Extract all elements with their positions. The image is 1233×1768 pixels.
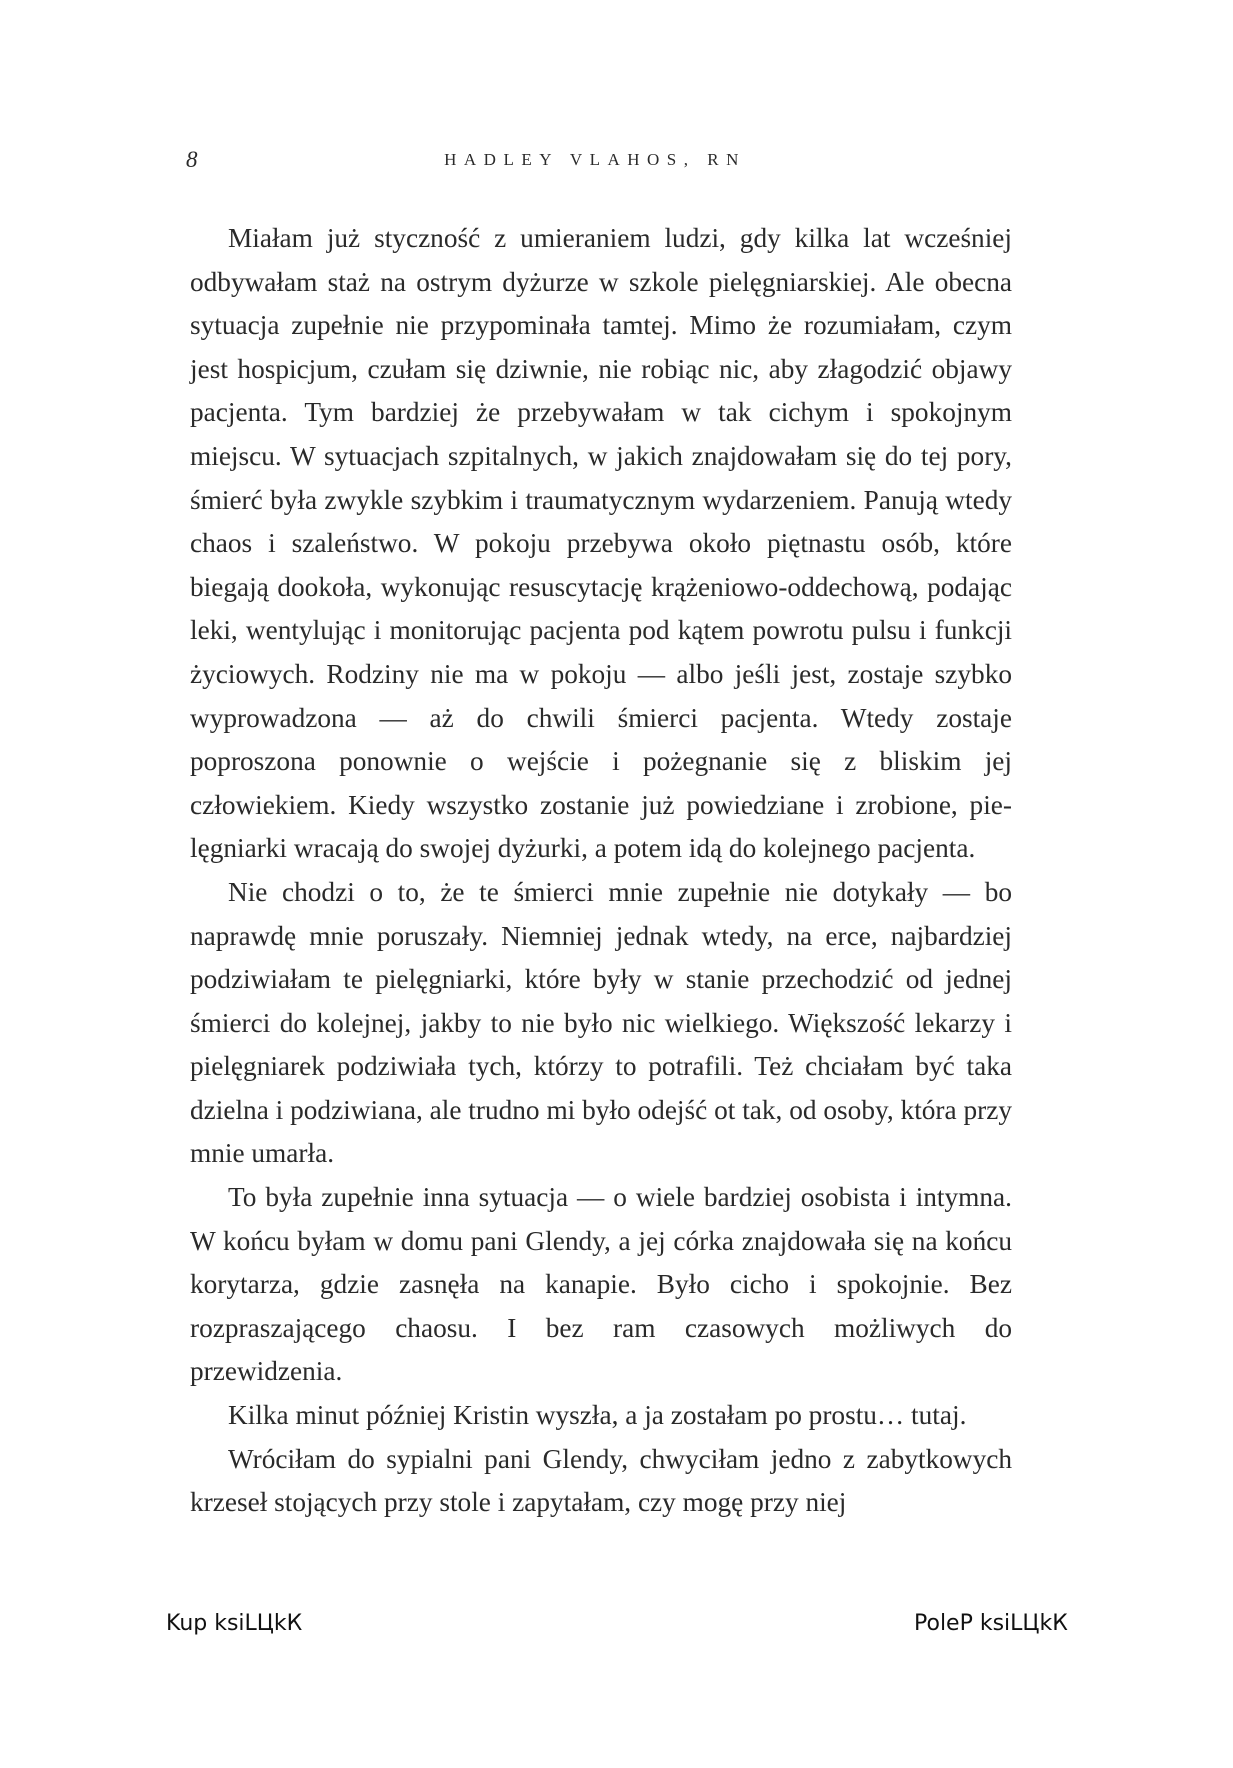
running-head: HADLEY VLAHOS, RN (444, 150, 746, 169)
paragraph: Kilka minut później Kristin wyszła, a ja zostałam po prostu… tutaj. (228, 1400, 967, 1431)
paragraph: Miałam już styczność z umieraniem ludzi, gdy kilka lat wcześniej odbywałam staż na ostrym dyżurze w szkole pielęgniarskiej. Ale obecna sytuacja zupełnie nie przypominała tamtej. Mimo że rozumiałam, czym jest hospicjum, czułam się dziwnie, nie robiąc nic, aby złagodzić objawy pacjenta. Tym bardziej że przebywałam w tak cichym i spokojnym miejscu. W sytuacjach szpitalnych, w jakich znajdowałam się do tej pory, śmierć była zwykle szybkim i traumatycznym wydarzeniem. Panują wtedy chaos i szaleństwo. W pokoju przebywa około piętnastu osób, które biegają dookoła, wykonując resuscytację krążeniowo-oddechową, podając leki, wentylując i monitorując pacjenta pod kątem powrotu pulsu i funkcji życiowych. Rodziny nie ma w pokoju — albo jeśli jest, zostaje szybko wyprowadzona — aż do chwili śmierci pacjenta. Wtedy zostaje poproszona ponownie o wejście i pożegnanie się z bliskim jej człowiekiem. Kiedy wszystko zostanie już powiedziane i zrobione, pielęgniarki wracają do swojej dyżurki, a potem idą do kolejnego pacjenta. (190, 223, 1012, 864)
buy-book-link[interactable]: Kup ksiLЦkК (166, 1611, 303, 1636)
page-number: 8 (186, 147, 198, 172)
recommend-book-link[interactable]: PoleР ksiLЦkК (914, 1611, 1068, 1636)
paragraph: To była zupełnie inna sytuacja — o wiele bardziej osobista i intymna. W końcu byłam w domu pani Glendy, a jej córka znajdowała się na końcu korytarza, gdzie zasnęła na kanapie. Było cicho i spokojnie. Bez rozpraszającego chaosu. I bez ram czasowych możliwych do przewidzenia. (190, 1182, 1012, 1387)
body-text (190, 217, 1012, 1525)
paragraph: Nie chodzi o to, że te śmierci mnie zupełnie nie dotykały — bo naprawdę mnie poruszały. Niemniej jednak wtedy, na erce, najbardziej podziwiałam te pielęgniarki, które były w stanie przechodzić od jednej śmierci do kolejnej, jakby to nie było nic wielkiego. Większość lekarzy i pielęgniarek podziwiała tych, którzy to potrafili. Też chciałam być taka dzielna i podziwiana, ale trudno mi było odejść ot tak, od osoby, która przy mnie umarła. (190, 876, 1012, 1169)
paragraph: Wróciłam do sypialni pani Glendy, chwyciłam jedno z zabytkowych krzeseł stojących przy stole i zapytałam, czy mogę przy niej (190, 1443, 1012, 1518)
